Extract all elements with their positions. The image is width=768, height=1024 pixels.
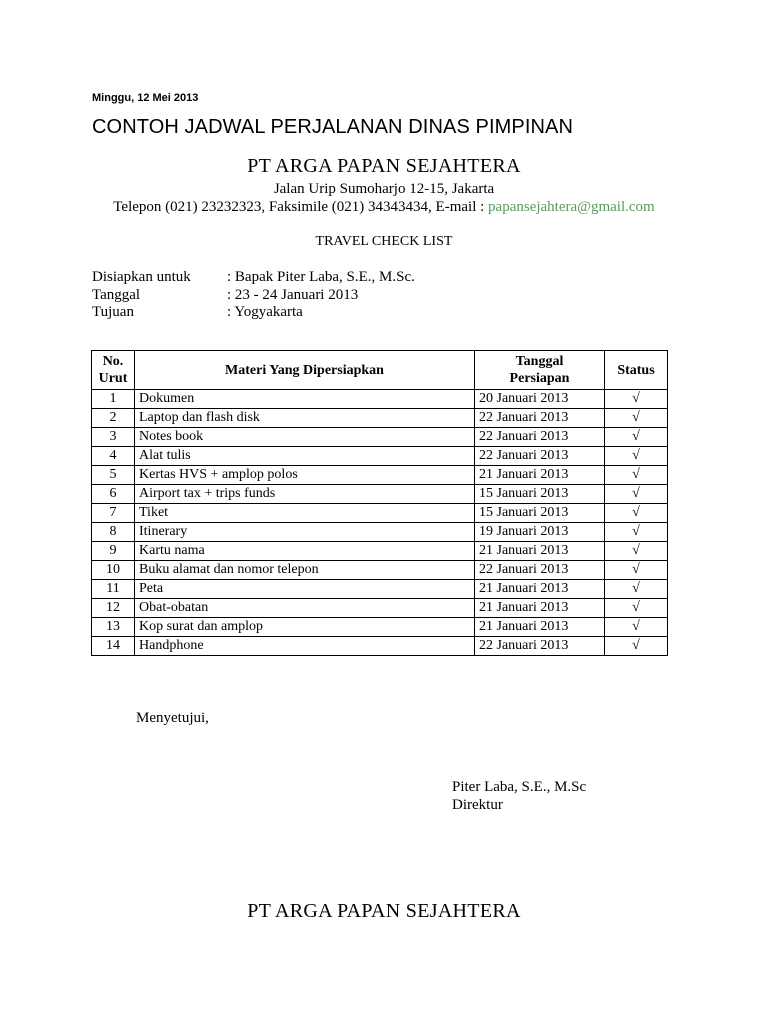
company-contact xyxy=(0,199,768,216)
cell-item: Tiket xyxy=(135,504,475,523)
cell-item: Dokumen xyxy=(135,390,475,409)
info-destination xyxy=(92,304,303,321)
cell-item: Obat-obatan xyxy=(135,599,475,618)
cell-item: Alat tulis xyxy=(135,447,475,466)
cell-date: 19 Januari 2013 xyxy=(475,523,605,542)
checklist-title: TRAVEL CHECK LIST xyxy=(315,234,453,249)
cell-item: Itinerary xyxy=(135,523,475,542)
info-value: : Yogyakarta xyxy=(227,304,303,320)
cell-status: √ xyxy=(605,485,668,504)
header-date-line1: Tanggal xyxy=(515,354,564,369)
header-date-line2: Persiapan xyxy=(509,371,570,386)
cell-date: 21 Januari 2013 xyxy=(475,599,605,618)
signer-title: Direktur xyxy=(452,797,503,813)
cell-status: √ xyxy=(605,428,668,447)
document-title: CONTOH JADWAL PERJALANAN DINAS PIMPINAN xyxy=(92,116,574,138)
table-header-row xyxy=(92,351,668,390)
cell-status: √ xyxy=(605,542,668,561)
info-value: : 23 - 24 Januari 2013 xyxy=(227,287,359,303)
cell-date: 15 Januari 2013 xyxy=(475,485,605,504)
cell-date: 21 Januari 2013 xyxy=(475,542,605,561)
cell-item: Notes book xyxy=(135,428,475,447)
info-prepared-for xyxy=(92,269,415,286)
table-row xyxy=(92,637,668,656)
header-date xyxy=(475,351,605,390)
cell-no: 3 xyxy=(92,428,135,447)
cell-date: 22 Januari 2013 xyxy=(475,447,605,466)
cell-date: 20 Januari 2013 xyxy=(475,390,605,409)
cell-no: 10 xyxy=(92,561,135,580)
cell-date: 15 Januari 2013 xyxy=(475,504,605,523)
info-label: Tujuan xyxy=(92,304,134,320)
table-row xyxy=(92,504,668,523)
cell-status: √ xyxy=(605,580,668,599)
info-label: Tanggal xyxy=(92,287,141,303)
table-body xyxy=(92,390,668,656)
company-name: PT ARGA PAPAN SEJAHTERA xyxy=(247,155,521,177)
info-value: : Bapak Piter Laba, S.E., M.Sc. xyxy=(227,269,415,285)
cell-item: Kertas HVS + amplop polos xyxy=(135,466,475,485)
table-row xyxy=(92,542,668,561)
table-row xyxy=(92,580,668,599)
table-row xyxy=(92,409,668,428)
cell-date: 22 Januari 2013 xyxy=(475,409,605,428)
cell-date: 22 Januari 2013 xyxy=(475,637,605,656)
approval-label: Menyetujui, xyxy=(136,710,209,726)
cell-no: 12 xyxy=(92,599,135,618)
cell-status: √ xyxy=(605,390,668,409)
cell-no: 7 xyxy=(92,504,135,523)
cell-no: 4 xyxy=(92,447,135,466)
cell-no: 1 xyxy=(92,390,135,409)
table-row xyxy=(92,599,668,618)
table-row xyxy=(92,390,668,409)
cell-no: 11 xyxy=(92,580,135,599)
table-row xyxy=(92,428,668,447)
cell-status: √ xyxy=(605,447,668,466)
cell-item: Laptop dan flash disk xyxy=(135,409,475,428)
header-no-line2: Urut xyxy=(98,371,128,386)
cell-status: √ xyxy=(605,618,668,637)
cell-item: Handphone xyxy=(135,637,475,656)
signer-name: Piter Laba, S.E., M.Sc xyxy=(452,779,587,795)
document-date: Minggu, 12 Mei 2013 xyxy=(92,92,199,104)
table-row xyxy=(92,466,668,485)
cell-status: √ xyxy=(605,561,668,580)
cell-date: 21 Januari 2013 xyxy=(475,580,605,599)
footer-company-name: PT ARGA PAPAN SEJAHTERA xyxy=(247,900,521,922)
contact-text: Telepon (021) 23232323, Faksimile (021) 34343434, E-mail : xyxy=(113,199,489,215)
cell-no: 14 xyxy=(92,637,135,656)
cell-date: 21 Januari 2013 xyxy=(475,618,605,637)
cell-item: Buku alamat dan nomor telepon xyxy=(135,561,475,580)
cell-item: Peta xyxy=(135,580,475,599)
company-address: Jalan Urip Sumoharjo 12-15, Jakarta xyxy=(273,181,495,197)
cell-item: Kartu nama xyxy=(135,542,475,561)
cell-no: 13 xyxy=(92,618,135,637)
cell-no: 5 xyxy=(92,466,135,485)
header-status: Status xyxy=(605,351,668,390)
cell-item: Airport tax + trips funds xyxy=(135,485,475,504)
cell-status: √ xyxy=(605,599,668,618)
cell-status: √ xyxy=(605,523,668,542)
header-no-line1: No. xyxy=(102,354,124,369)
cell-no: 6 xyxy=(92,485,135,504)
cell-date: 22 Januari 2013 xyxy=(475,561,605,580)
checklist-table xyxy=(91,350,668,656)
cell-date: 22 Januari 2013 xyxy=(475,428,605,447)
cell-no: 2 xyxy=(92,409,135,428)
table-row xyxy=(92,618,668,637)
cell-status: √ xyxy=(605,466,668,485)
table-row xyxy=(92,485,668,504)
email-link[interactable]: papansejahtera@gmail.com xyxy=(488,199,655,215)
table-row xyxy=(92,447,668,466)
cell-status: √ xyxy=(605,637,668,656)
table-row xyxy=(92,523,668,542)
info-label: Disiapkan untuk xyxy=(92,269,191,285)
cell-item: Kop surat dan amplop xyxy=(135,618,475,637)
header-no xyxy=(92,351,135,390)
header-item: Materi Yang Dipersiapkan xyxy=(135,351,475,390)
cell-no: 9 xyxy=(92,542,135,561)
cell-status: √ xyxy=(605,504,668,523)
cell-status: √ xyxy=(605,409,668,428)
table-row xyxy=(92,561,668,580)
info-date xyxy=(92,287,358,304)
cell-date: 21 Januari 2013 xyxy=(475,466,605,485)
cell-no: 8 xyxy=(92,523,135,542)
